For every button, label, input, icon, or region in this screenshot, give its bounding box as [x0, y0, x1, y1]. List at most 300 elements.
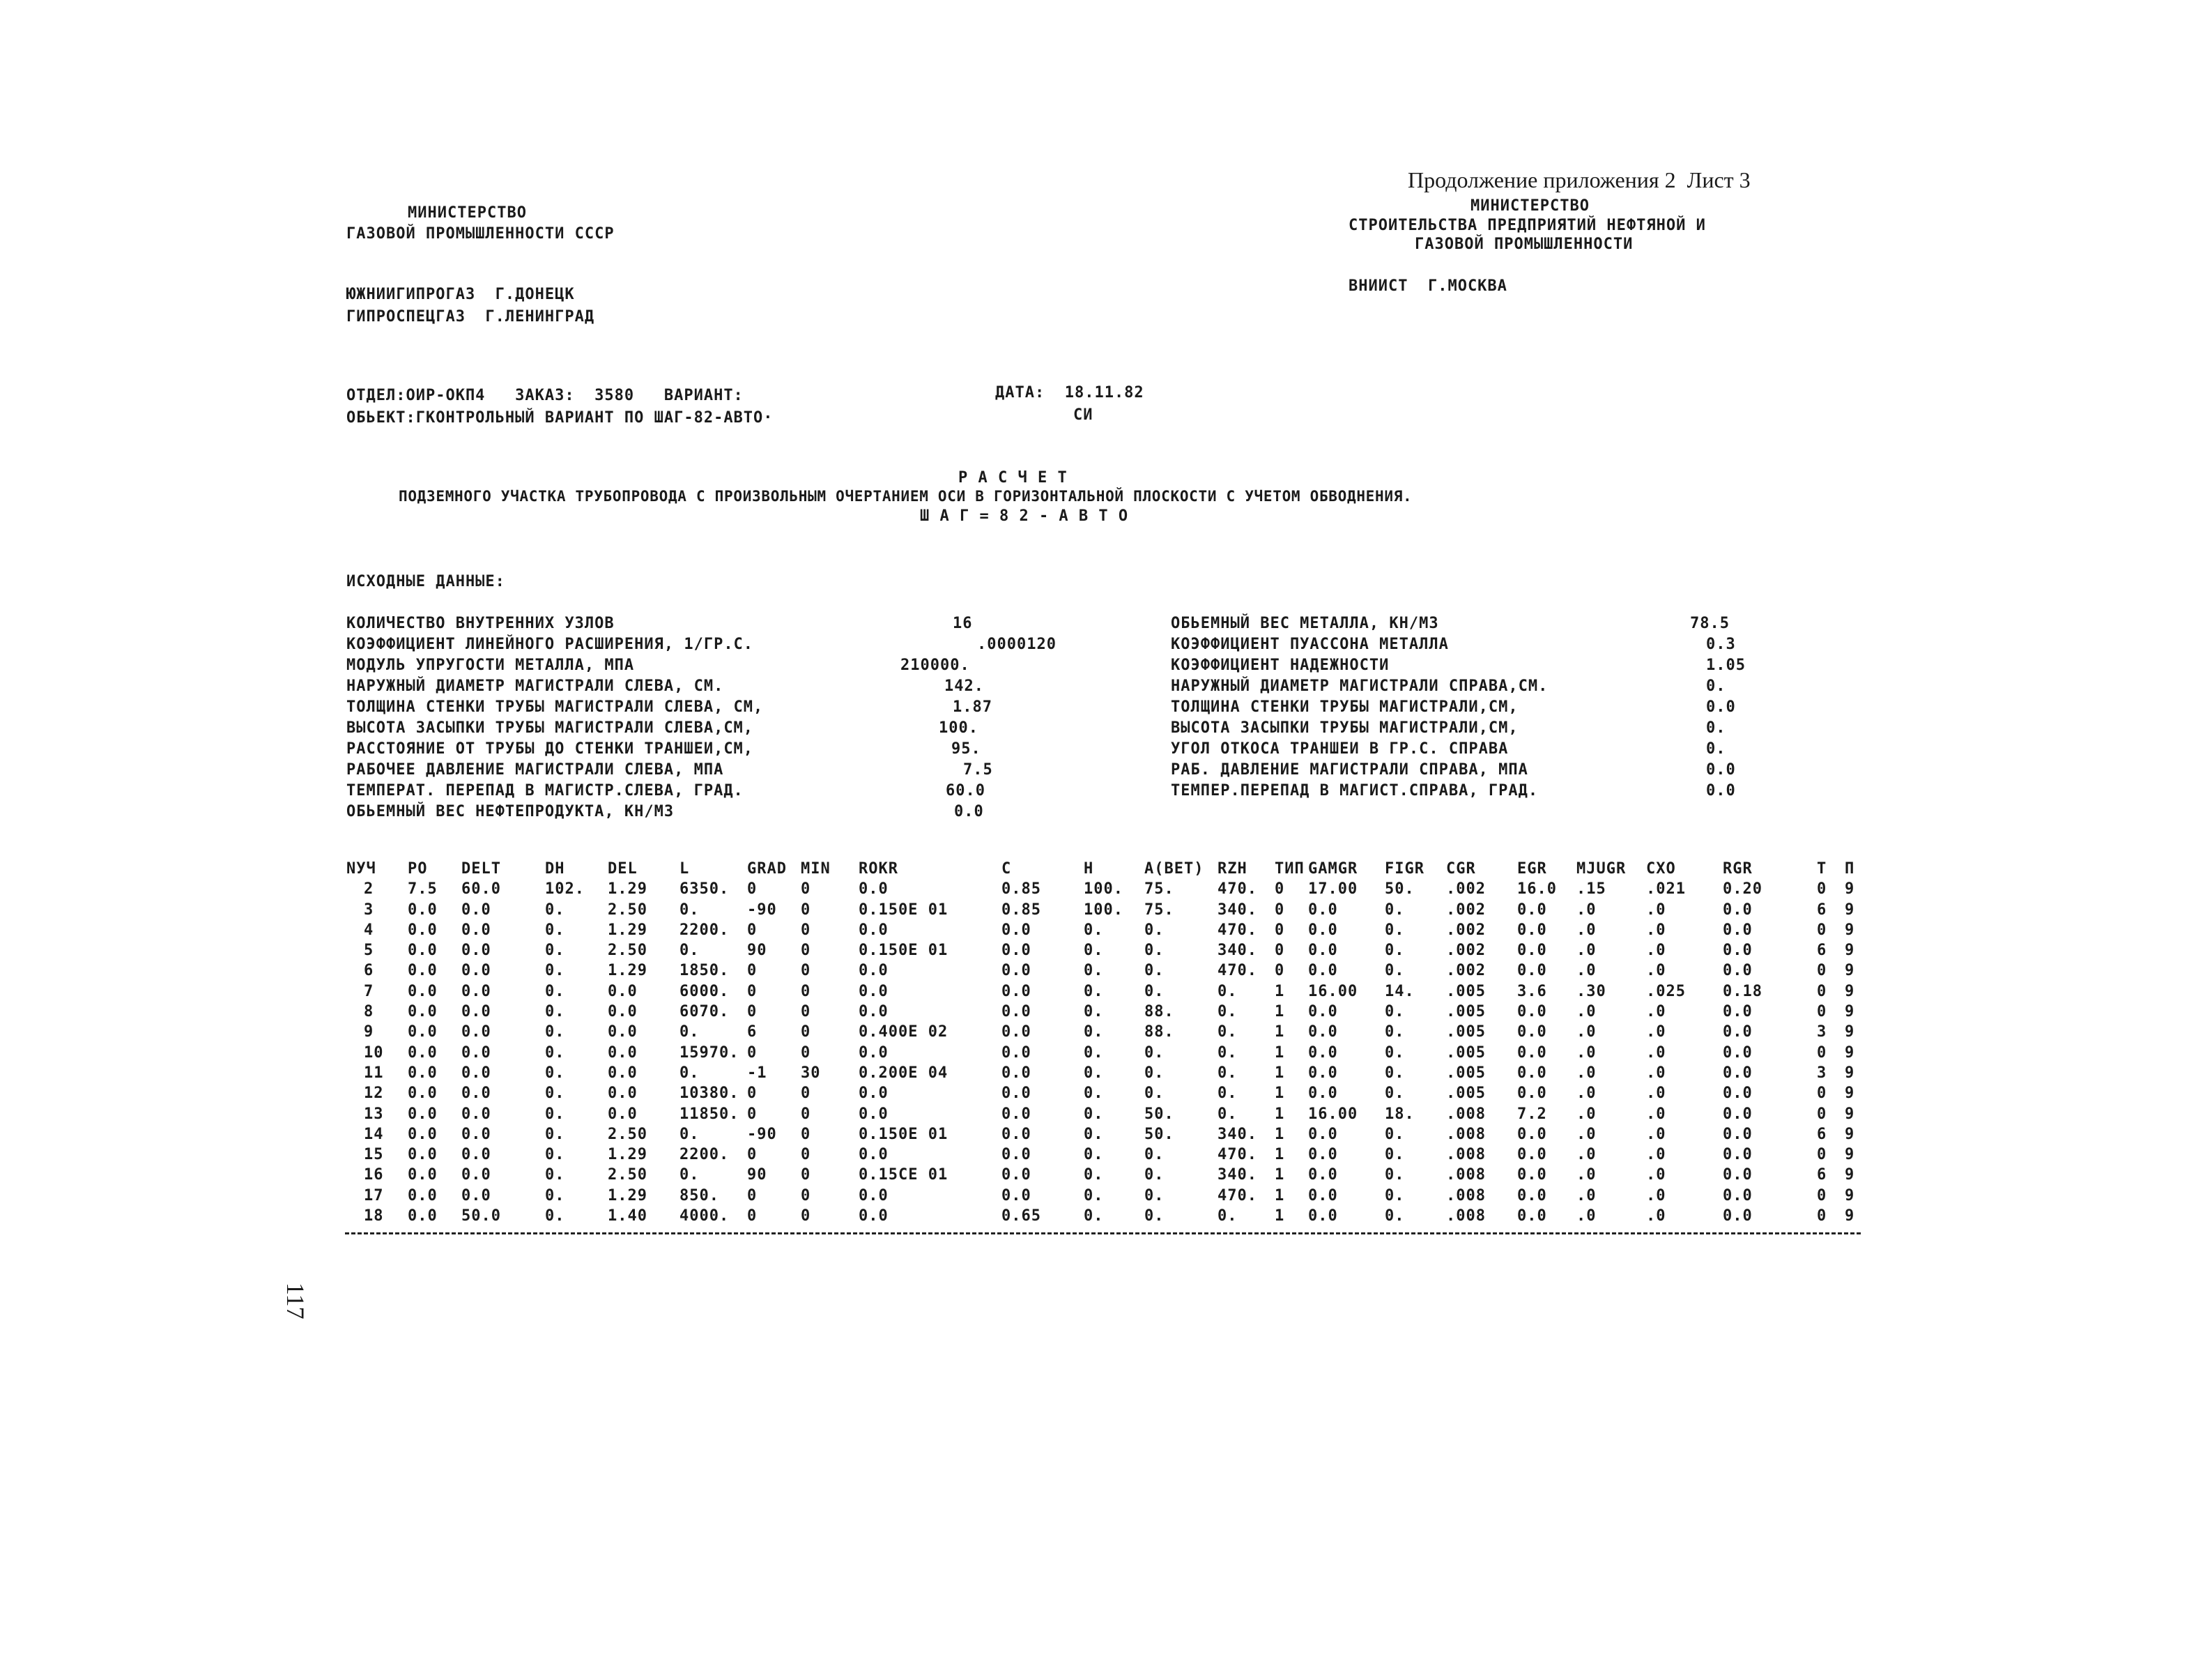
- cell-figr: 14.: [1385, 982, 1415, 1000]
- param-label: ТОЛЩИНА СТЕНКИ ТРУБЫ МАГИСТРАЛИ СЛЕВА, СМ,: [346, 698, 764, 716]
- title-word: Р А С Ч Е Т: [958, 469, 1068, 487]
- cell-gamgr: 0.0: [1308, 1085, 1338, 1103]
- cell-po: 0.0: [408, 1085, 438, 1103]
- cell-egr: 0.0: [1517, 1207, 1547, 1225]
- cell-rzh: 470.: [1218, 880, 1257, 898]
- cell-min: 0: [801, 1023, 811, 1041]
- cell-delt: 0.0: [461, 1085, 491, 1103]
- column-header-rokr: ROKR: [859, 860, 898, 878]
- cell-min: 0: [801, 901, 811, 919]
- cell-del: 0.0: [608, 1085, 638, 1103]
- cell-p: 9: [1845, 880, 1855, 898]
- cell-cgr: .008: [1446, 1105, 1486, 1123]
- cell-rokr: 0.0: [859, 880, 889, 898]
- cell-del: 1.40: [608, 1207, 647, 1225]
- cell-dh: 0.: [545, 901, 565, 919]
- param-value: 1.05: [1706, 657, 1746, 674]
- cell-cgr: .002: [1446, 942, 1486, 960]
- param-label: ТЕМПЕРАТ. ПЕРЕПАД В МАГИСТР.СЛЕВА, ГРАД.: [346, 782, 744, 799]
- column-header-rzh: RZH: [1218, 860, 1247, 878]
- cell-nuch: 11: [364, 1064, 384, 1082]
- cell-l: 15970.: [679, 1043, 739, 1062]
- param-value: 210000.: [900, 657, 970, 674]
- cell-delt: 0.0: [461, 1064, 491, 1082]
- cell-rgr: 0.18: [1723, 982, 1762, 1000]
- cell-mjugr: .0: [1576, 901, 1597, 919]
- cell-l: 1850.: [679, 962, 730, 980]
- param-value: 142.: [944, 678, 984, 695]
- cell-rgr: 0.0: [1723, 1125, 1753, 1143]
- cell-gamgr: 0.0: [1308, 1207, 1338, 1225]
- cell-po: 0.0: [408, 1166, 438, 1184]
- cell-grad: 0: [747, 1207, 758, 1225]
- cell-t: 0: [1817, 962, 1827, 980]
- cell-h: 0.: [1084, 921, 1104, 939]
- cell-nuch: 14: [364, 1125, 384, 1143]
- cell-gamgr: 0.0: [1308, 1043, 1338, 1062]
- cell-egr: 0.0: [1517, 1146, 1547, 1164]
- cell-gamgr: 0.0: [1308, 942, 1338, 960]
- cell-tip: 0: [1275, 901, 1285, 919]
- cell-tip: 0: [1275, 962, 1285, 980]
- cell-rzh: 0.: [1218, 1064, 1238, 1082]
- cell-p: 9: [1845, 1023, 1855, 1041]
- cell-grad: 0: [747, 1085, 758, 1103]
- param-value: 0.0: [954, 803, 984, 820]
- cell-rzh: 0.: [1218, 1207, 1238, 1225]
- cell-rgr: 0.0: [1723, 921, 1753, 939]
- cell-t: 0: [1817, 1085, 1827, 1103]
- cell-figr: 0.: [1385, 1146, 1405, 1164]
- cell-p: 9: [1845, 1064, 1855, 1082]
- param-label: ТЕМПЕР.ПЕРЕПАД В МАГИСТ.СПРАВА, ГРАД.: [1171, 782, 1539, 799]
- cell-rzh: 0.: [1218, 982, 1238, 1000]
- cell-po: 0.0: [408, 1003, 438, 1021]
- cell-gamgr: 0.0: [1308, 1064, 1338, 1082]
- cell-grad: 0: [747, 1146, 758, 1164]
- cell-dh: 0.: [545, 1003, 565, 1021]
- cell-figr: 0.: [1385, 1043, 1405, 1062]
- cell-mjugr: .0: [1576, 921, 1597, 939]
- cell-figr: 0.: [1385, 901, 1405, 919]
- cell-grad: 90: [747, 1166, 767, 1184]
- cell-gamgr: 0.0: [1308, 1166, 1338, 1184]
- cell-cxo: .0: [1646, 1125, 1666, 1143]
- cell-h: 0.: [1084, 1085, 1104, 1103]
- param-label: РАБОЧЕЕ ДАВЛЕНИЕ МАГИСТРАЛИ СЛЕВА, МПА: [346, 761, 724, 779]
- param-label: УГОЛ ОТКОСА ТРАНШЕИ В ГР.С. СПРАВА: [1171, 740, 1509, 758]
- cell-c: 0.0: [1001, 962, 1031, 980]
- cell-t: 6: [1817, 1166, 1827, 1184]
- cell-l: 2200.: [679, 1146, 730, 1164]
- cell-abet: 0.: [1144, 1207, 1165, 1225]
- cell-rokr: 0.400E 02: [859, 1023, 948, 1041]
- cell-tip: 1: [1275, 1105, 1285, 1123]
- cell-delt: 0.0: [461, 1146, 491, 1164]
- cell-h: 0.: [1084, 1064, 1104, 1082]
- cell-p: 9: [1845, 1207, 1855, 1225]
- cell-h: 0.: [1084, 962, 1104, 980]
- cell-tip: 1: [1275, 1003, 1285, 1021]
- ministry-left-line2: ГАЗОВОЙ ПРОМЫШЛЕННОСТИ СССР: [346, 225, 615, 243]
- cell-po: 0.0: [408, 1207, 438, 1225]
- cell-delt: 0.0: [461, 1043, 491, 1062]
- title-description: ПОДЗЕМНОГО УЧАСТКА ТРУБОПРОВОДА С ПРОИЗВОЛЬНЫМ ОЧЕРТАНИЕМ ОСИ В ГОРИЗОНТАЛЬНОЙ ПЛОСКОСТИ С УЧЕТОМ ОБВОДНЕНИЯ.: [399, 488, 1413, 505]
- cell-delt: 0.0: [461, 1125, 491, 1143]
- cell-nuch: 5: [364, 942, 374, 960]
- cell-rgr: 0.0: [1723, 1146, 1753, 1164]
- cell-c: 0.0: [1001, 1043, 1031, 1062]
- cell-figr: 18.: [1385, 1105, 1415, 1123]
- cell-tip: 0: [1275, 921, 1285, 939]
- cell-cxo: .0: [1646, 1186, 1666, 1204]
- cell-t: 0: [1817, 880, 1827, 898]
- cell-mjugr: .30: [1576, 982, 1606, 1000]
- cell-nuch: 17: [364, 1186, 384, 1204]
- cell-gamgr: 0.0: [1308, 1023, 1338, 1041]
- cell-min: 0: [801, 880, 811, 898]
- param-value: 0.0: [1706, 782, 1736, 799]
- cell-min: 0: [801, 942, 811, 960]
- param-label: ОБЬЕМНЫЙ ВЕС МЕТАЛЛА, КН/М3: [1171, 615, 1439, 632]
- cell-rzh: 0.: [1218, 1105, 1238, 1123]
- param-label: ТОЛЩИНА СТЕНКИ ТРУБЫ МАГИСТРАЛИ,СМ,: [1171, 698, 1519, 716]
- cell-rgr: 0.0: [1723, 1166, 1753, 1184]
- cell-c: 0.85: [1001, 880, 1041, 898]
- cell-grad: 0: [747, 1003, 758, 1021]
- column-header-delt: DELT: [461, 860, 501, 878]
- param-value: 0.0: [1706, 698, 1736, 716]
- cell-egr: 0.0: [1517, 1064, 1547, 1082]
- cell-tip: 1: [1275, 1207, 1285, 1225]
- cell-delt: 0.0: [461, 1166, 491, 1184]
- cell-rokr: 0.0: [859, 1146, 889, 1164]
- param-label: НАРУЖНЫЙ ДИАМЕТР МАГИСТРАЛИ СПРАВА,СМ.: [1171, 678, 1549, 695]
- cell-rzh: 0.: [1218, 1003, 1238, 1021]
- cell-del: 0.0: [608, 1105, 638, 1123]
- cell-tip: 0: [1275, 880, 1285, 898]
- cell-abet: 75.: [1144, 880, 1174, 898]
- cell-cgr: .002: [1446, 962, 1486, 980]
- cell-gamgr: 17.00: [1308, 880, 1358, 898]
- cell-t: 0: [1817, 1146, 1827, 1164]
- cell-mjugr: .0: [1576, 1166, 1597, 1184]
- cell-po: 0.0: [408, 1186, 438, 1204]
- param-value: 0.: [1706, 740, 1726, 758]
- cell-l: 6000.: [679, 982, 730, 1000]
- cell-delt: 0.0: [461, 921, 491, 939]
- cell-nuch: 3: [364, 901, 374, 919]
- param-value: 95.: [951, 740, 981, 758]
- cell-l: 0.: [679, 1023, 700, 1041]
- cell-rgr: 0.0: [1723, 1186, 1753, 1204]
- column-header-dh: DH: [545, 860, 565, 878]
- cell-rgr: 0.20: [1723, 880, 1762, 898]
- param-value: 0.0: [1706, 761, 1736, 779]
- cell-min: 0: [801, 982, 811, 1000]
- cell-rzh: 470.: [1218, 921, 1257, 939]
- cell-cgr: .008: [1446, 1166, 1486, 1184]
- cell-p: 9: [1845, 1166, 1855, 1184]
- cell-c: 0.65: [1001, 1207, 1041, 1225]
- cell-rokr: 0.150E 01: [859, 942, 948, 960]
- cell-nuch: 2: [364, 880, 374, 898]
- cell-mjugr: .15: [1576, 880, 1606, 898]
- cell-c: 0.0: [1001, 1146, 1031, 1164]
- cell-min: 30: [801, 1064, 821, 1082]
- cell-gamgr: 0.0: [1308, 1125, 1338, 1143]
- cell-p: 9: [1845, 921, 1855, 939]
- meta-line2: ОБЬЕКТ:ГКОНТРОЛЬНЫЙ ВАРИАНТ ПО ШАГ-82-АВТО·: [346, 409, 774, 427]
- cell-dh: 0.: [545, 962, 565, 980]
- cell-figr: 0.: [1385, 1125, 1405, 1143]
- cell-h: 100.: [1084, 880, 1123, 898]
- cell-figr: 0.: [1385, 1207, 1405, 1225]
- cell-rzh: 0.: [1218, 1023, 1238, 1041]
- cell-cgr: .005: [1446, 1043, 1486, 1062]
- cell-t: 3: [1817, 1064, 1827, 1082]
- cell-gamgr: 16.00: [1308, 1105, 1358, 1123]
- cell-dh: 0.: [545, 1023, 565, 1041]
- cell-cxo: .0: [1646, 1003, 1666, 1021]
- ministry-right-line1: МИНИСТЕРСТВО: [1470, 197, 1590, 215]
- cell-p: 9: [1845, 1146, 1855, 1164]
- cell-grad: 0: [747, 1043, 758, 1062]
- cell-mjugr: .0: [1576, 1003, 1597, 1021]
- cell-rokr: 0.0: [859, 1207, 889, 1225]
- cell-egr: 0.0: [1517, 921, 1547, 939]
- cell-nuch: 18: [364, 1207, 384, 1225]
- cell-l: 4000.: [679, 1207, 730, 1225]
- cell-po: 0.0: [408, 942, 438, 960]
- cell-grad: 0: [747, 1186, 758, 1204]
- column-header-po: PO: [408, 860, 428, 878]
- cell-rgr: 0.0: [1723, 942, 1753, 960]
- cell-figr: 0.: [1385, 1064, 1405, 1082]
- param-label: КОЭФФИЦИЕНТ ПУАССОНА МЕТАЛЛА: [1171, 636, 1449, 653]
- cell-nuch: 9: [364, 1023, 374, 1041]
- meta-line1: ОТДЕЛ:ОИР-ОКП4 ЗАКАЗ: 3580 ВАРИАНТ:: [346, 387, 744, 404]
- cell-c: 0.0: [1001, 1105, 1031, 1123]
- column-header-t: T: [1817, 860, 1827, 878]
- param-label: КОЭФФИЦИЕНТ НАДЕЖНОСТИ: [1171, 657, 1390, 674]
- cell-abet: 88.: [1144, 1003, 1174, 1021]
- cell-rzh: 470.: [1218, 962, 1257, 980]
- cell-min: 0: [801, 1105, 811, 1123]
- cell-cxo: .021: [1646, 880, 1686, 898]
- cell-figr: 0.: [1385, 921, 1405, 939]
- column-header-min: MIN: [801, 860, 831, 878]
- cell-egr: 0.0: [1517, 1003, 1547, 1021]
- cell-h: 0.: [1084, 1023, 1104, 1041]
- cell-l: 0.: [679, 1064, 700, 1082]
- cell-abet: 0.: [1144, 1043, 1165, 1062]
- cell-grad: 0: [747, 962, 758, 980]
- cell-t: 0: [1817, 1207, 1827, 1225]
- cell-rzh: 0.: [1218, 1085, 1238, 1103]
- column-header-abet: A(BET): [1144, 860, 1204, 878]
- cell-h: 0.: [1084, 1125, 1104, 1143]
- cell-dh: 0.: [545, 982, 565, 1000]
- cell-rgr: 0.0: [1723, 1064, 1753, 1082]
- cell-c: 0.85: [1001, 901, 1041, 919]
- cell-l: 850.: [679, 1186, 719, 1204]
- column-header-grad: GRAD: [747, 860, 787, 878]
- cell-po: 0.0: [408, 962, 438, 980]
- cell-egr: 7.2: [1517, 1105, 1547, 1123]
- column-header-tip: ТИП: [1275, 860, 1305, 878]
- param-value: 7.5: [963, 761, 993, 779]
- cell-rzh: 340.: [1218, 901, 1257, 919]
- cell-po: 0.0: [408, 1023, 438, 1041]
- param-value: 1.87: [953, 698, 992, 716]
- param-label: РАССТОЯНИЕ ОТ ТРУБЫ ДО СТЕНКИ ТРАНШЕИ,СМ,: [346, 740, 754, 758]
- cell-t: 3: [1817, 1023, 1827, 1041]
- cell-grad: -1: [747, 1064, 767, 1082]
- cell-cgr: .008: [1446, 1207, 1486, 1225]
- cell-mjugr: .0: [1576, 962, 1597, 980]
- ministry-right-line2: СТРОИТЕЛЬСТВА ПРЕДПРИЯТИЙ НЕФТЯНОЙ И: [1349, 217, 1706, 234]
- cell-egr: 0.0: [1517, 1125, 1547, 1143]
- cell-h: 0.: [1084, 1166, 1104, 1184]
- cell-nuch: 6: [364, 962, 374, 980]
- cell-p: 9: [1845, 1186, 1855, 1204]
- cell-p: 9: [1845, 1125, 1855, 1143]
- cell-cxo: .0: [1646, 1207, 1666, 1225]
- cell-dh: 0.: [545, 1125, 565, 1143]
- column-header-mjugr: MJUGR: [1576, 860, 1627, 878]
- cell-rokr: 0.0: [859, 1043, 889, 1062]
- cell-rzh: 470.: [1218, 1146, 1257, 1164]
- cell-cgr: .002: [1446, 880, 1486, 898]
- cell-p: 9: [1845, 962, 1855, 980]
- cell-c: 0.0: [1001, 1003, 1031, 1021]
- cell-delt: 0.0: [461, 901, 491, 919]
- param-value: 0.: [1706, 678, 1726, 695]
- cell-figr: 0.: [1385, 1186, 1405, 1204]
- cell-p: 9: [1845, 1085, 1855, 1103]
- cell-rgr: 0.0: [1723, 1105, 1753, 1123]
- cell-tip: 1: [1275, 1186, 1285, 1204]
- cell-c: 0.0: [1001, 1085, 1031, 1103]
- cell-nuch: 8: [364, 1003, 374, 1021]
- ministry-left-line1: МИНИСТЕРСТВО: [408, 204, 527, 222]
- cell-cxo: .0: [1646, 1085, 1666, 1103]
- cell-cgr: .002: [1446, 921, 1486, 939]
- cell-abet: 88.: [1144, 1023, 1174, 1041]
- cell-cxo: .0: [1646, 1146, 1666, 1164]
- cell-del: 0.0: [608, 1003, 638, 1021]
- cell-po: 0.0: [408, 1105, 438, 1123]
- cell-mjugr: .0: [1576, 1064, 1597, 1082]
- cell-rokr: 0.0: [859, 921, 889, 939]
- cell-figr: 0.: [1385, 1166, 1405, 1184]
- cell-mjugr: .0: [1576, 1105, 1597, 1123]
- cell-gamgr: 0.0: [1308, 1146, 1338, 1164]
- cell-t: 6: [1817, 1125, 1827, 1143]
- cell-del: 0.0: [608, 1043, 638, 1062]
- cell-cgr: .002: [1446, 901, 1486, 919]
- param-value: 0.: [1706, 719, 1726, 737]
- cell-cxo: .0: [1646, 921, 1666, 939]
- cell-tip: 1: [1275, 982, 1285, 1000]
- cell-rokr: 0.15CE 01: [859, 1166, 948, 1184]
- cell-rgr: 0.0: [1723, 1023, 1753, 1041]
- cell-cgr: .005: [1446, 1003, 1486, 1021]
- cell-rgr: 0.0: [1723, 901, 1753, 919]
- cell-min: 0: [801, 1085, 811, 1103]
- cell-delt: 0.0: [461, 1023, 491, 1041]
- cell-abet: 0.: [1144, 982, 1165, 1000]
- cell-del: 1.29: [608, 921, 647, 939]
- cell-tip: 1: [1275, 1146, 1285, 1164]
- cell-cxo: .0: [1646, 942, 1666, 960]
- param-label: КОЭФФИЦИЕНТ ЛИНЕЙНОГО РАСШИРЕНИЯ, 1/ГР.С.: [346, 636, 754, 653]
- cell-cxo: .0: [1646, 1105, 1666, 1123]
- cell-cgr: .005: [1446, 982, 1486, 1000]
- cell-cxo: .0: [1646, 1023, 1666, 1041]
- cell-figr: 0.: [1385, 1003, 1405, 1021]
- cell-del: 2.50: [608, 942, 647, 960]
- page-number: 117: [282, 1283, 309, 1319]
- cell-delt: 0.0: [461, 1105, 491, 1123]
- column-header-rgr: RGR: [1723, 860, 1753, 878]
- param-label: РАБ. ДАВЛЕНИЕ МАГИСТРАЛИ СПРАВА, МПА: [1171, 761, 1528, 779]
- cell-del: 0.0: [608, 1064, 638, 1082]
- cell-egr: 16.0: [1517, 880, 1557, 898]
- cell-nuch: 4: [364, 921, 374, 939]
- cell-h: 100.: [1084, 901, 1123, 919]
- cell-nuch: 16: [364, 1166, 384, 1184]
- cell-delt: 50.0: [461, 1207, 501, 1225]
- cell-abet: 0.: [1144, 962, 1165, 980]
- cell-del: 2.50: [608, 901, 647, 919]
- cell-rokr: 0.0: [859, 1085, 889, 1103]
- ministry-right-line3: ГАЗОВОЙ ПРОМЫШЛЕННОСТИ: [1415, 236, 1634, 253]
- cell-po: 0.0: [408, 1043, 438, 1062]
- cell-gamgr: 0.0: [1308, 962, 1338, 980]
- cell-grad: 0: [747, 1105, 758, 1123]
- param-label: КОЛИЧЕСТВО ВНУТРЕННИХ УЗЛОВ: [346, 615, 615, 632]
- cell-c: 0.0: [1001, 1166, 1031, 1184]
- cell-p: 9: [1845, 1105, 1855, 1123]
- cell-grad: 0: [747, 982, 758, 1000]
- cell-abet: 75.: [1144, 901, 1174, 919]
- cell-rgr: 0.0: [1723, 1003, 1753, 1021]
- cell-delt: 0.0: [461, 1186, 491, 1204]
- cell-rokr: 0.0: [859, 1003, 889, 1021]
- cell-min: 0: [801, 1003, 811, 1021]
- cell-t: 6: [1817, 942, 1827, 960]
- cell-dh: 0.: [545, 1064, 565, 1082]
- cell-l: 0.: [679, 942, 700, 960]
- cell-mjugr: .0: [1576, 1186, 1597, 1204]
- meta-units: СИ: [1073, 406, 1093, 424]
- cell-nuch: 13: [364, 1105, 384, 1123]
- cell-egr: 0.0: [1517, 962, 1547, 980]
- cell-gamgr: 0.0: [1308, 1186, 1338, 1204]
- param-value: 0.3: [1706, 636, 1736, 653]
- cell-cgr: .005: [1446, 1064, 1486, 1082]
- cell-abet: 0.: [1144, 1186, 1165, 1204]
- cell-figr: 0.: [1385, 1023, 1405, 1041]
- cell-t: 0: [1817, 1043, 1827, 1062]
- cell-del: 1.29: [608, 880, 647, 898]
- cell-dh: 0.: [545, 1207, 565, 1225]
- cell-cxo: .025: [1646, 982, 1686, 1000]
- cell-c: 0.0: [1001, 942, 1031, 960]
- cell-egr: 0.0: [1517, 1085, 1547, 1103]
